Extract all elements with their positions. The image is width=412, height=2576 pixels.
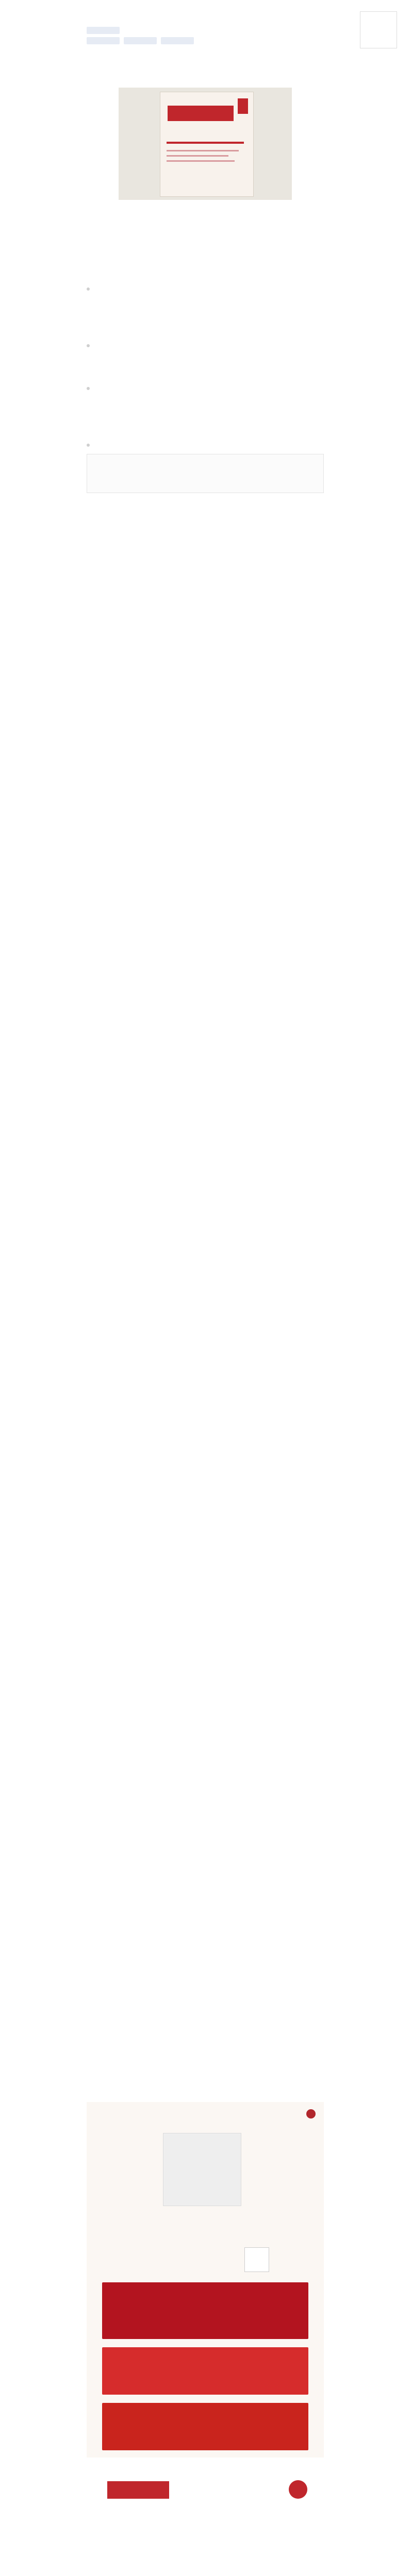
footer-line: [87, 2524, 324, 2531]
body-paragraph: [93, 460, 317, 468]
sub-heading: [87, 441, 324, 450]
section-heading: [87, 226, 324, 235]
hero-caption: [87, 202, 324, 208]
banner-label: [102, 2282, 308, 2311]
promo-banner[interactable]: [102, 2347, 308, 2395]
body-paragraph: [87, 518, 324, 527]
body-paragraph: [87, 368, 324, 377]
body-paragraph: [87, 560, 324, 568]
body-paragraph: [87, 298, 324, 307]
sub-heading: [87, 285, 324, 294]
section-heading: [87, 502, 324, 512]
body-paragraph: [87, 635, 324, 643]
promo-subtitle: [102, 2231, 308, 2238]
tag-item[interactable]: [161, 37, 194, 44]
tag-row: [87, 27, 324, 34]
body-paragraph: [87, 269, 324, 278]
brand-emblem-icon: [289, 2480, 307, 2499]
body-paragraph: [87, 255, 324, 264]
qr-code-icon[interactable]: [360, 11, 397, 48]
body-paragraph: [87, 532, 324, 540]
body-paragraph: [87, 397, 324, 406]
article: [87, 19, 324, 704]
spacer: [87, 208, 324, 216]
cover-line: [167, 160, 235, 162]
tag-item[interactable]: [87, 37, 120, 44]
closing-note: [87, 690, 324, 699]
banner-label: [102, 2347, 308, 2373]
footer-line: [87, 2531, 324, 2538]
cover-line: [167, 150, 239, 151]
tag-row: [87, 37, 324, 44]
hero-image: [119, 88, 292, 200]
magazine-logo: [168, 106, 234, 121]
tag-item[interactable]: [87, 27, 120, 34]
brand-logo: [107, 2481, 169, 2499]
promo-contact: [138, 2246, 231, 2271]
sub-heading: [87, 384, 324, 393]
body-paragraph: [87, 312, 324, 320]
promo-magazine-image[interactable]: [163, 2133, 241, 2206]
body-paragraph: [87, 411, 324, 420]
intro-paragraph: [87, 53, 324, 61]
body-paragraph: [87, 546, 324, 554]
body-paragraph: [87, 425, 324, 434]
qr-panel: [360, 11, 397, 50]
promo-banner[interactable]: [102, 2282, 308, 2339]
footer: [87, 2524, 324, 2538]
body-paragraph: [93, 473, 317, 482]
tag-item[interactable]: [124, 37, 157, 44]
promo-title: [102, 2218, 308, 2228]
body-paragraph: [87, 573, 324, 582]
promo-notice: [99, 2109, 310, 2124]
magazine-cover-image: [160, 92, 254, 197]
promo-qr-code-icon[interactable]: [244, 2247, 269, 2272]
intro-paragraph: [87, 70, 324, 78]
body-paragraph: [87, 663, 324, 671]
cover-line: [167, 155, 228, 157]
brand-strip[interactable]: [87, 2468, 324, 2514]
brand-label: [174, 2484, 277, 2495]
quote-box: [87, 454, 324, 493]
tag-list: [87, 27, 324, 44]
section-heading: [87, 591, 324, 601]
issue-badge: [238, 98, 248, 114]
subscription-promo: [87, 2102, 324, 2458]
body-paragraph: [87, 649, 324, 657]
body-paragraph: [87, 354, 324, 363]
body-paragraph: [87, 326, 324, 334]
banner-label: [102, 2403, 308, 2429]
body-paragraph: [87, 676, 324, 685]
body-paragraph: [87, 621, 324, 630]
body-paragraph: [87, 607, 324, 616]
body-paragraph: [87, 241, 324, 250]
promo-banner[interactable]: [102, 2403, 308, 2450]
sub-heading: [87, 342, 324, 350]
magazine-badge-icon: [306, 2109, 316, 2119]
cover-band: [167, 142, 244, 144]
